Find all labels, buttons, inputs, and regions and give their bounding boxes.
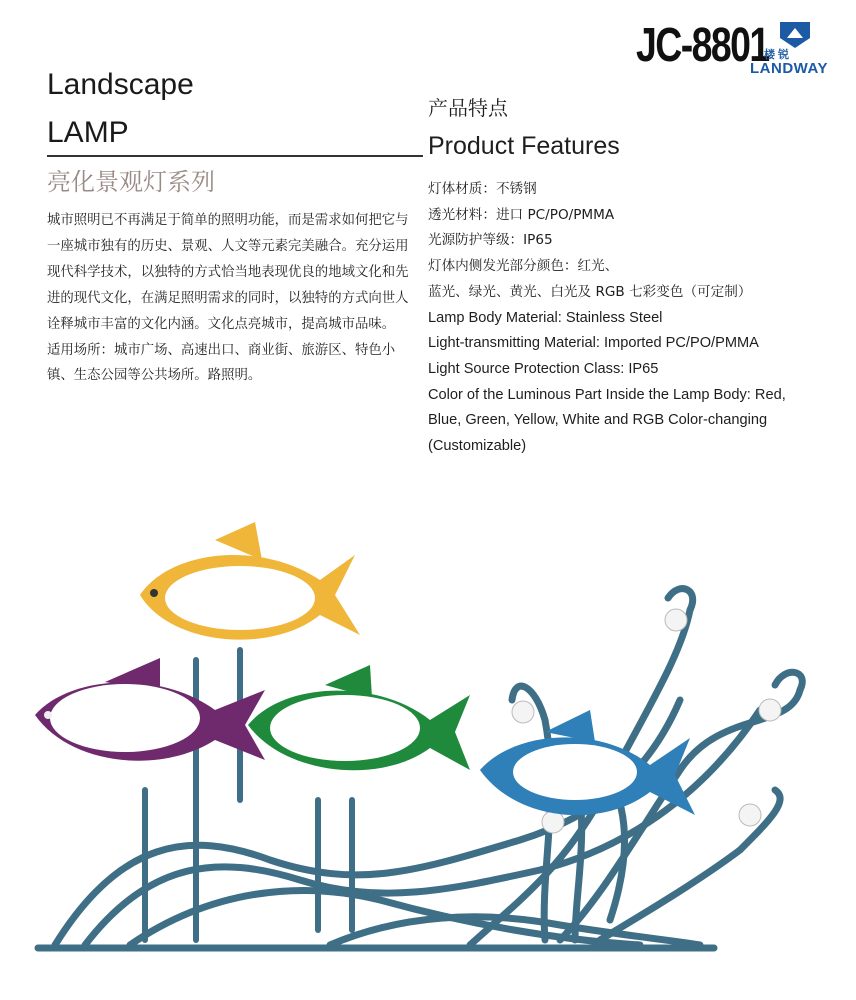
series-title-cn: 亮化景观灯系列 bbox=[47, 168, 215, 196]
feature-cn-material: 灯体材质：不锈钢 bbox=[428, 181, 537, 197]
green-fish bbox=[248, 665, 470, 770]
lamp-bulb bbox=[542, 811, 564, 833]
feature-en-color-cont: Blue, Green, Yellow, White and RGB Color-changing bbox=[428, 412, 768, 429]
features-heading-cn: 产品特点 bbox=[428, 96, 508, 120]
lamp-bulb bbox=[739, 804, 761, 826]
description-paragraph: 适用场所：城市广场、高速出口、商业街、旅游区、特色小镇、生态公园等公共场所。路照明。 bbox=[47, 342, 396, 384]
yellow-fish bbox=[140, 522, 360, 640]
features-heading-en: Product Features bbox=[428, 132, 620, 160]
feature-cn-color-cont: 蓝光、绿光、黄光、白光及 RGB 七彩变色（可定制） bbox=[428, 283, 752, 300]
feature-en-color-end: (Customizable) bbox=[428, 438, 527, 455]
lamp-bulb bbox=[512, 701, 534, 723]
lamp-bulb bbox=[759, 699, 781, 721]
feature-en-color: Color of the Luminous Part Inside the Lamp Body: Red, bbox=[428, 386, 786, 403]
title-line-2: LAMP bbox=[47, 116, 129, 149]
brand-cn-name: 楼 锐 bbox=[764, 49, 790, 61]
product-illustration bbox=[0, 470, 856, 1000]
feature-en-transmitting: Light-transmitting Material: Imported PC/PO/PMMA bbox=[428, 335, 759, 352]
purple-fish bbox=[35, 658, 265, 761]
lamp-frame bbox=[38, 589, 802, 948]
feature-en-protection: Light Source Protection Class: IP65 bbox=[428, 360, 659, 377]
brand-logo bbox=[750, 20, 842, 76]
description bbox=[47, 208, 417, 389]
feature-cn-protection: 光源防护等级：IP65 bbox=[428, 232, 553, 249]
feature-en-material: Lamp Body Material: Stainless Steel bbox=[428, 309, 663, 326]
title-line-1: Landscape bbox=[47, 68, 194, 101]
features-list bbox=[428, 177, 848, 460]
model-number: JC-8801 bbox=[636, 19, 769, 72]
brand-en-name: LANDWAY bbox=[750, 60, 828, 77]
feature-cn-color: 灯体内侧发光部分颜色：红光、 bbox=[428, 258, 619, 275]
lamp-bulb bbox=[665, 609, 687, 631]
description-paragraph: 城市照明已不再满足于简单的照明功能，而是需求如何把它与一座城市独有的历史、景观、人文等元素完美融合。充分运用现代科学技术，以独特的方式恰当地表现优良的地域文化和先进的现代文化，在满足照明需求的同时，以独特的方式向世人诠释城市丰富的文化内涵。文化点亮城市，提高城市品味。 bbox=[47, 213, 409, 332]
title-divider bbox=[47, 155, 423, 157]
feature-cn-transmitting: 透光材料：进口 PC/PO/PMMA bbox=[428, 206, 615, 223]
